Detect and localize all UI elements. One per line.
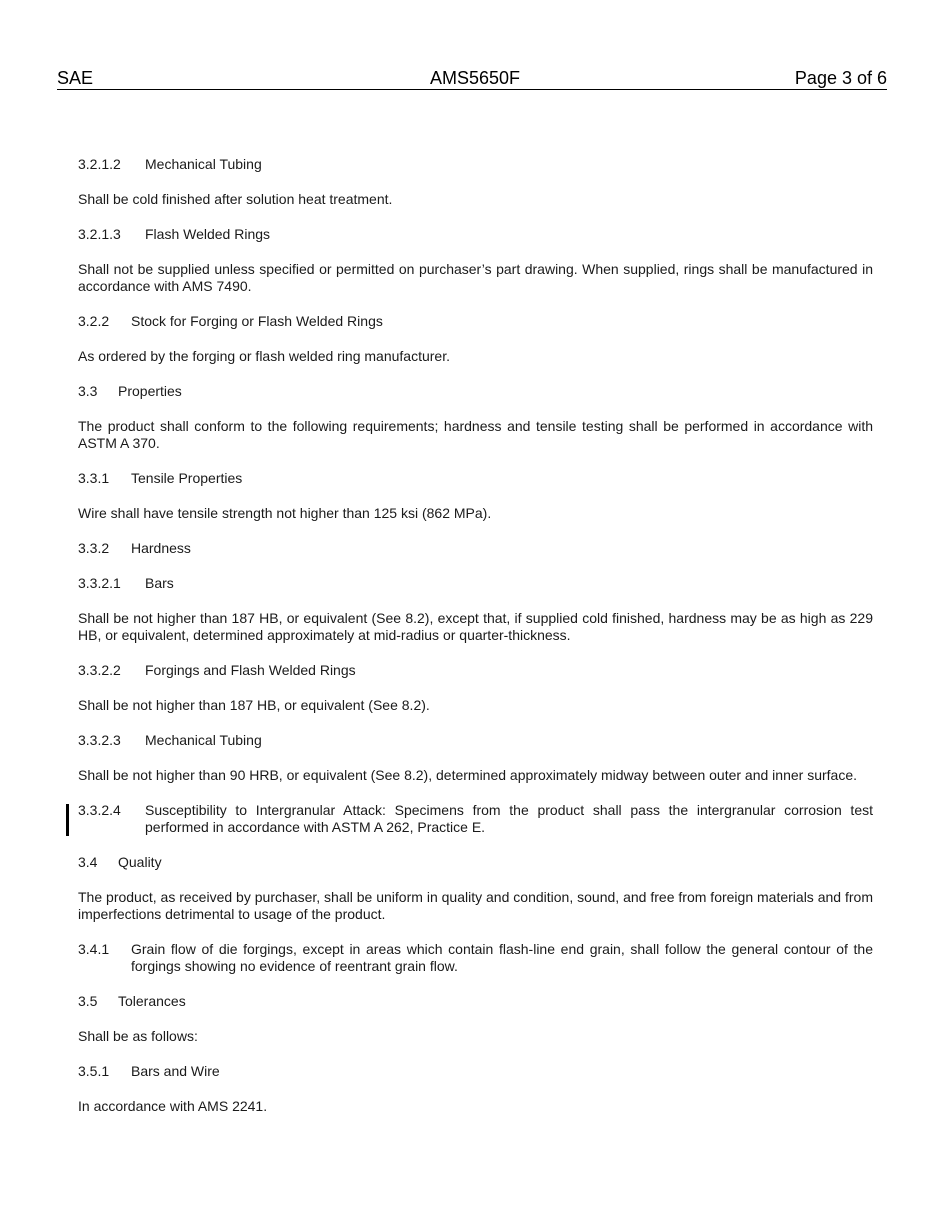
section-number: 3.5.1	[78, 1063, 110, 1079]
header-org: SAE	[57, 68, 94, 88]
section-heading	[78, 993, 873, 1010]
section-title: Tensile Properties	[131, 470, 243, 486]
section-title: Mechanical Tubing	[145, 156, 262, 172]
section-text: In accordance with AMS 2241.	[78, 1098, 268, 1114]
section-heading	[78, 732, 873, 749]
header-page-number: Page 3 of 6	[794, 68, 887, 88]
section-text: Shall be not higher than 90 HRB, or equivalent (See 8.2), determined approximately midway between outer and inner surface.	[78, 767, 858, 783]
section-number: 3.5	[78, 993, 98, 1009]
section-text: The product shall conform to the following requirements; hardness and tensile testing shall be performed in accordance with ASTM A 370.	[78, 418, 873, 451]
section-number: 3.4	[78, 854, 98, 870]
section-title: Tolerances	[118, 993, 186, 1009]
section-heading	[78, 854, 873, 871]
section-text: Shall not be supplied unless specified or permitted on purchaser’s part drawing. When supplied, rings shall be manufactured in accordance with AMS 7490.	[78, 261, 873, 294]
section-text: Shall be not higher than 187 HB, or equivalent (See 8.2), except that, if supplied cold finished, hardness may be as high as 229 HB, or equivalent, determined approximately at mid-radius or quarter-thickness.	[78, 610, 873, 643]
section-title: Stock for Forging or Flash Welded Rings	[131, 313, 383, 329]
section-text: Shall be as follows:	[78, 1028, 198, 1044]
section-number: 3.3.2.1	[78, 575, 121, 591]
section-heading	[78, 226, 873, 243]
section-text: Shall be cold finished after solution heat treatment.	[78, 191, 393, 207]
section-text: Grain flow of die forgings, except in areas which contain flash-line end grain, shall follow the general contour of the forgings showing no evidence of reentrant grain flow.	[131, 941, 873, 974]
section-heading	[78, 575, 873, 592]
section-title: Bars	[145, 575, 174, 591]
section-number: 3.3.2.3	[78, 732, 121, 748]
section-number: 3.4.1	[78, 941, 110, 957]
section-heading	[78, 470, 873, 487]
section-number: 3.2.1.2	[78, 156, 121, 172]
section-title: Mechanical Tubing	[145, 732, 262, 748]
section-heading	[78, 156, 873, 173]
section-number: 3.3	[78, 383, 98, 399]
revision-bar	[66, 804, 69, 836]
section-text: As ordered by the forging or flash welded ring manufacturer.	[78, 348, 450, 364]
section-number: 3.3.1	[78, 470, 110, 486]
document-body	[78, 156, 873, 1133]
revised-section	[78, 802, 873, 836]
section-title: Bars and Wire	[131, 1063, 220, 1079]
section-title: Flash Welded Rings	[145, 226, 271, 242]
section-number: 3.2.1.3	[78, 226, 121, 242]
page-header	[57, 68, 887, 90]
section-title: Quality	[118, 854, 162, 870]
section-title: Forgings and Flash Welded Rings	[145, 662, 356, 678]
section-title: Properties	[118, 383, 182, 399]
section-heading	[78, 313, 873, 330]
section-text: Wire shall have tensile strength not higher than 125 ksi (862 MPa).	[78, 505, 492, 521]
section-text: The product, as received by purchaser, shall be uniform in quality and condition, sound, and free from foreign materials and from imperfections detrimental to usage of the product.	[78, 889, 873, 922]
section-number: 3.2.2	[78, 313, 110, 329]
section-text: Susceptibility to Intergranular Attack: Specimens from the product shall pass the intergranular corrosion test performed in accordance with ASTM A 262, Practice E.	[145, 802, 873, 835]
section-number: 3.3.2.2	[78, 662, 121, 678]
section-heading	[78, 662, 873, 679]
section-heading	[78, 540, 873, 557]
section-heading	[78, 383, 873, 400]
section-text: Shall be not higher than 187 HB, or equivalent (See 8.2).	[78, 697, 430, 713]
section-heading	[78, 1063, 873, 1080]
section-title: Hardness	[131, 540, 191, 556]
header-doc-number: AMS5650F	[430, 68, 521, 88]
section-number: 3.3.2.4	[78, 802, 121, 818]
section-number: 3.3.2	[78, 540, 110, 556]
section-item	[78, 941, 873, 975]
